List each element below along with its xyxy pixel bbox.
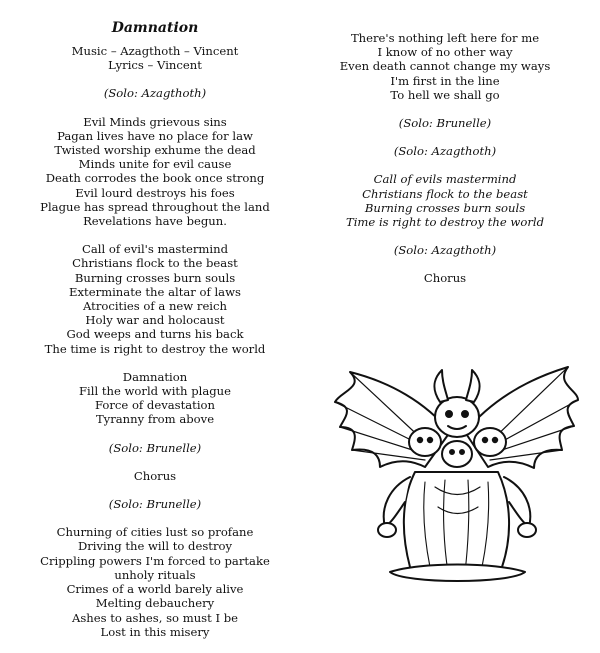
lyric-line: Tyranny from above: [95, 412, 215, 427]
lyric-line: Burning crosses burn souls: [364, 200, 526, 215]
lyric-line: Minds unite for evil cause: [78, 157, 232, 172]
verse: [20, 370, 290, 427]
lyric-line: Death corrodes the book once strong: [45, 171, 265, 186]
credits: [20, 44, 290, 72]
solo-note: (Solo: Brunelle): [108, 440, 202, 455]
lyric-line: Burning crosses burn souls: [74, 270, 236, 285]
lyric-line: Damnation: [122, 369, 188, 384]
lyric-line: God weeps and turns his back: [66, 327, 244, 342]
lyric-line: Crippling powers I'm forced to partake: [40, 553, 270, 568]
demon-illustration: [330, 362, 580, 587]
verse: [20, 242, 290, 356]
lyric-line: Time is right to destroy the world: [345, 215, 545, 230]
lyric-line: Call of evil's mastermind: [82, 242, 228, 257]
lyric-line: There's nothing left here for me: [350, 31, 540, 45]
chorus-label: Chorus: [423, 271, 467, 286]
verse: [20, 525, 290, 639]
solo-note: (Solo: Brunelle): [108, 497, 202, 512]
verse: [305, 172, 585, 229]
lyric-line: Force of devastation: [94, 398, 215, 413]
lyric-line: Melting debauchery: [95, 596, 215, 611]
solo-note: (Solo: Azagthoth): [103, 86, 207, 101]
lyric-line: Churning of cities lust so profane: [56, 525, 254, 540]
lyric-line: Ashes to ashes, so must I be: [71, 610, 239, 625]
lyric-line: Evil Minds grievous sins: [83, 114, 227, 129]
lyric-line: Holy war and holocaust: [85, 313, 225, 328]
lyric-line: Twisted worship exhume the dead: [54, 143, 256, 158]
lyric-line: Driving the will to destroy: [77, 539, 233, 554]
lyric-line: The time is right to destroy the world: [44, 341, 266, 356]
lyric-line: Crimes of a world barely alive: [66, 582, 244, 597]
verse: [305, 31, 585, 102]
solo-note: (Solo: Brunelle): [398, 116, 492, 131]
lyric-line: I know of no other way: [377, 45, 513, 60]
lyric-line: Pagan lives have no place for law: [57, 128, 253, 143]
lyric-line: Lost in this misery: [100, 624, 210, 639]
credit-line: Lyrics – Vincent: [108, 58, 202, 73]
lyric-line: Christians flock to the beast: [362, 186, 528, 201]
lyric-line: Plague has spread throughout the land: [40, 199, 270, 214]
verse: [20, 115, 290, 229]
solo-note: (Solo: Azagthoth): [393, 144, 497, 159]
chorus-label: Chorus: [133, 468, 177, 483]
lyric-line: unholy rituals: [114, 567, 196, 582]
lyric-line: I'm first in the line: [390, 73, 500, 88]
lyric-line: Atrocities of a new reich: [83, 299, 227, 314]
lyric-line: Fill the world with plague: [78, 384, 232, 399]
lyric-line: Revelations have begun.: [83, 214, 227, 229]
lyric-line: Call of evils mastermind: [373, 172, 517, 187]
lyric-line: To hell we shall go: [390, 87, 500, 102]
lyric-line: Christians flock to the beast: [72, 256, 238, 271]
right-column: [305, 31, 585, 300]
song-title: Damnation: [111, 20, 199, 36]
left-column: [20, 8, 290, 653]
solo-note: (Solo: Azagthoth): [393, 243, 497, 258]
lyric-line: Exterminate the altar of laws: [69, 284, 241, 299]
lyric-line: Even death cannot change my ways: [339, 59, 551, 74]
credit-line: Music – Azagthoth – Vincent: [71, 44, 239, 58]
lyric-line: Evil lourd destroys his foes: [75, 185, 235, 200]
